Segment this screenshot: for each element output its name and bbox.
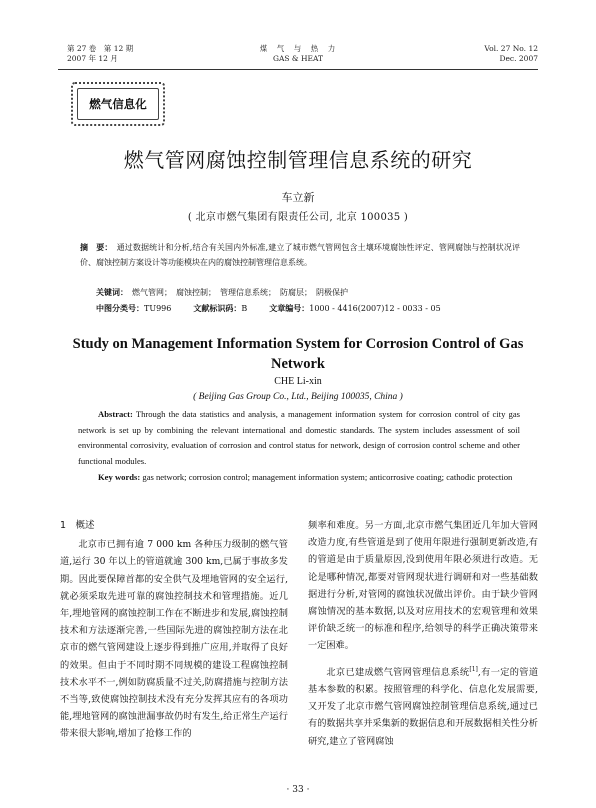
- clc-label: 中图分类号：: [96, 304, 144, 313]
- body-paragraph-2: [308, 661, 538, 750]
- abstract-cn-label: 摘 要：: [80, 243, 109, 252]
- article-number-label: 文章编号：: [269, 304, 310, 313]
- doc-code-value: B: [241, 304, 248, 313]
- title-cn: 燃气管网腐蚀控制管理信息系统的研究: [123, 148, 473, 172]
- keywords-cn-label: 关键词：: [96, 288, 124, 297]
- body-paragraph-2-rest: ,有一定的管道基本参数的积累。按照管理的科学化、信息化发展需要,又开发了北京市燃气管网腐蚀控制管理信息系统,通过已有的数据共享并采集新的数据信息和开展数据相关性分析研究,建立了管网腐蚀: [308, 666, 539, 747]
- column-badge: [71, 82, 165, 126]
- abstract-en: [78, 407, 520, 469]
- keywords-en: [78, 470, 520, 486]
- abstract-cn: [80, 240, 520, 270]
- title-en: Study on Management Information System for Corrosion Control of Gas Network: [72, 336, 524, 372]
- body-paragraph-continued: 频率和难度。另一方面,北京市燃气集团近几年加大管网改造力度,有些管道是到了使用年限进行强制更新改造,有的管道是由于质量原因,没到使用年限必须进行改造。无论是哪种情况,都要对管网现状进行调研和对一些基础数据进行分析,对管网的腐蚀状况做出评价。由于缺少管网腐蚀情况的基本数据,以及对应用技术的宏观管理和效果评价缺乏统一的标准和程序,给领导的科学正确决策带来一定困难。: [308, 520, 538, 652]
- doc-code-label: 文献标识码：: [193, 304, 242, 313]
- body-paragraph-2-start: 北京已建成燃气管网管理信息系统: [326, 666, 470, 678]
- keywords-en-label: Key words:: [98, 472, 141, 482]
- section-1-heading: 1 概述: [60, 520, 95, 531]
- header-volume-en-block: [484, 44, 538, 64]
- header-journal-cn: 煤 气 与 热 力: [259, 44, 337, 53]
- page-number: · 33 ·: [286, 785, 310, 795]
- header-rule: [58, 69, 538, 70]
- clc-value: TU996: [144, 304, 172, 313]
- body-left-column: [60, 517, 288, 743]
- classification-line: [96, 303, 441, 315]
- author-en: CHE Li-xin: [274, 376, 322, 387]
- keywords-cn-text: 燃气管网； 腐蚀控制； 管理信息系统； 防腐层； 阴极保护: [124, 288, 348, 297]
- abstract-en-text: Through the data statistics and analysis, a management information system for corrosion control of city gas network is set up by combining the relevant international and domestic standards. The system includes assessment of soil environmental corrosivity, evaluation of corrosion and control status for network, design of corrosion control scheme and other functional modules.: [78, 409, 520, 466]
- affiliation-en: ( Beijing Gas Group Co., Ltd., Beijing 100035, China ): [193, 392, 403, 402]
- keywords-cn: [96, 287, 348, 299]
- body-paragraph: 北京市已拥有逾 7 000 km 各种压力级制的燃气管道,运行 30 年以上的管道就逾 300 km,已属于事故多发期。因此要保障首都的安全供气及埋地管网的安全运行,就必须采取先进可靠的腐蚀控制技术和管理措施。近几年,埋地管网的腐蚀控制工作在不断进步和发展,腐蚀控制技术和方法逐渐完善,一些国际先进的腐蚀控制方法在北京市的燃气管网建设上逐步得到推广应用,并取得了良好的效果。但由于不同时期不同规模的建设工程腐蚀控制技术水平不一,例如防腐质量不过关,防腐措施与控制方法不当等,致使腐蚀控制技术没有充分发挥其应有的各项功能,埋地管网的腐蚀泄漏事故仍时有发生,给正常生产运行带来很大影响,增加了抢修工作的: [60, 539, 288, 740]
- column-badge-label: 燃气信息化: [77, 88, 159, 120]
- abstract-en-label: Abstract:: [98, 409, 133, 419]
- header-date-cn: 2007 年 12 月: [67, 54, 118, 63]
- header-journal-en: GAS & HEAT: [272, 54, 323, 63]
- citation-ref[interactable]: [1]: [469, 665, 478, 673]
- article-number-value: 1000 - 4416(2007)12 - 0033 - 05: [309, 304, 441, 313]
- header-volume-en: Vol. 27 No. 12: [484, 44, 538, 53]
- header-date-en: Dec. 2007: [499, 54, 538, 63]
- body-right-column: [308, 517, 538, 750]
- author-cn: 车立新: [281, 191, 315, 204]
- abstract-cn-text: 通过数据统计和分析,结合有关国内外标准,建立了城市燃气管网包含土壤环境腐蚀性评定、管网腐蚀与控制状况评价、腐蚀控制方案设计等功能模块在内的腐蚀控制管理信息系统。: [80, 243, 521, 267]
- keywords-en-text: gas network; corrosion control; management information system; anticorrosive coating; cathodic protection: [140, 472, 513, 482]
- affiliation-cn: ( 北京市燃气集团有限责任公司, 北京 100035 ): [187, 212, 409, 223]
- header-volume: 第 27 卷 第 12 期: [67, 44, 134, 53]
